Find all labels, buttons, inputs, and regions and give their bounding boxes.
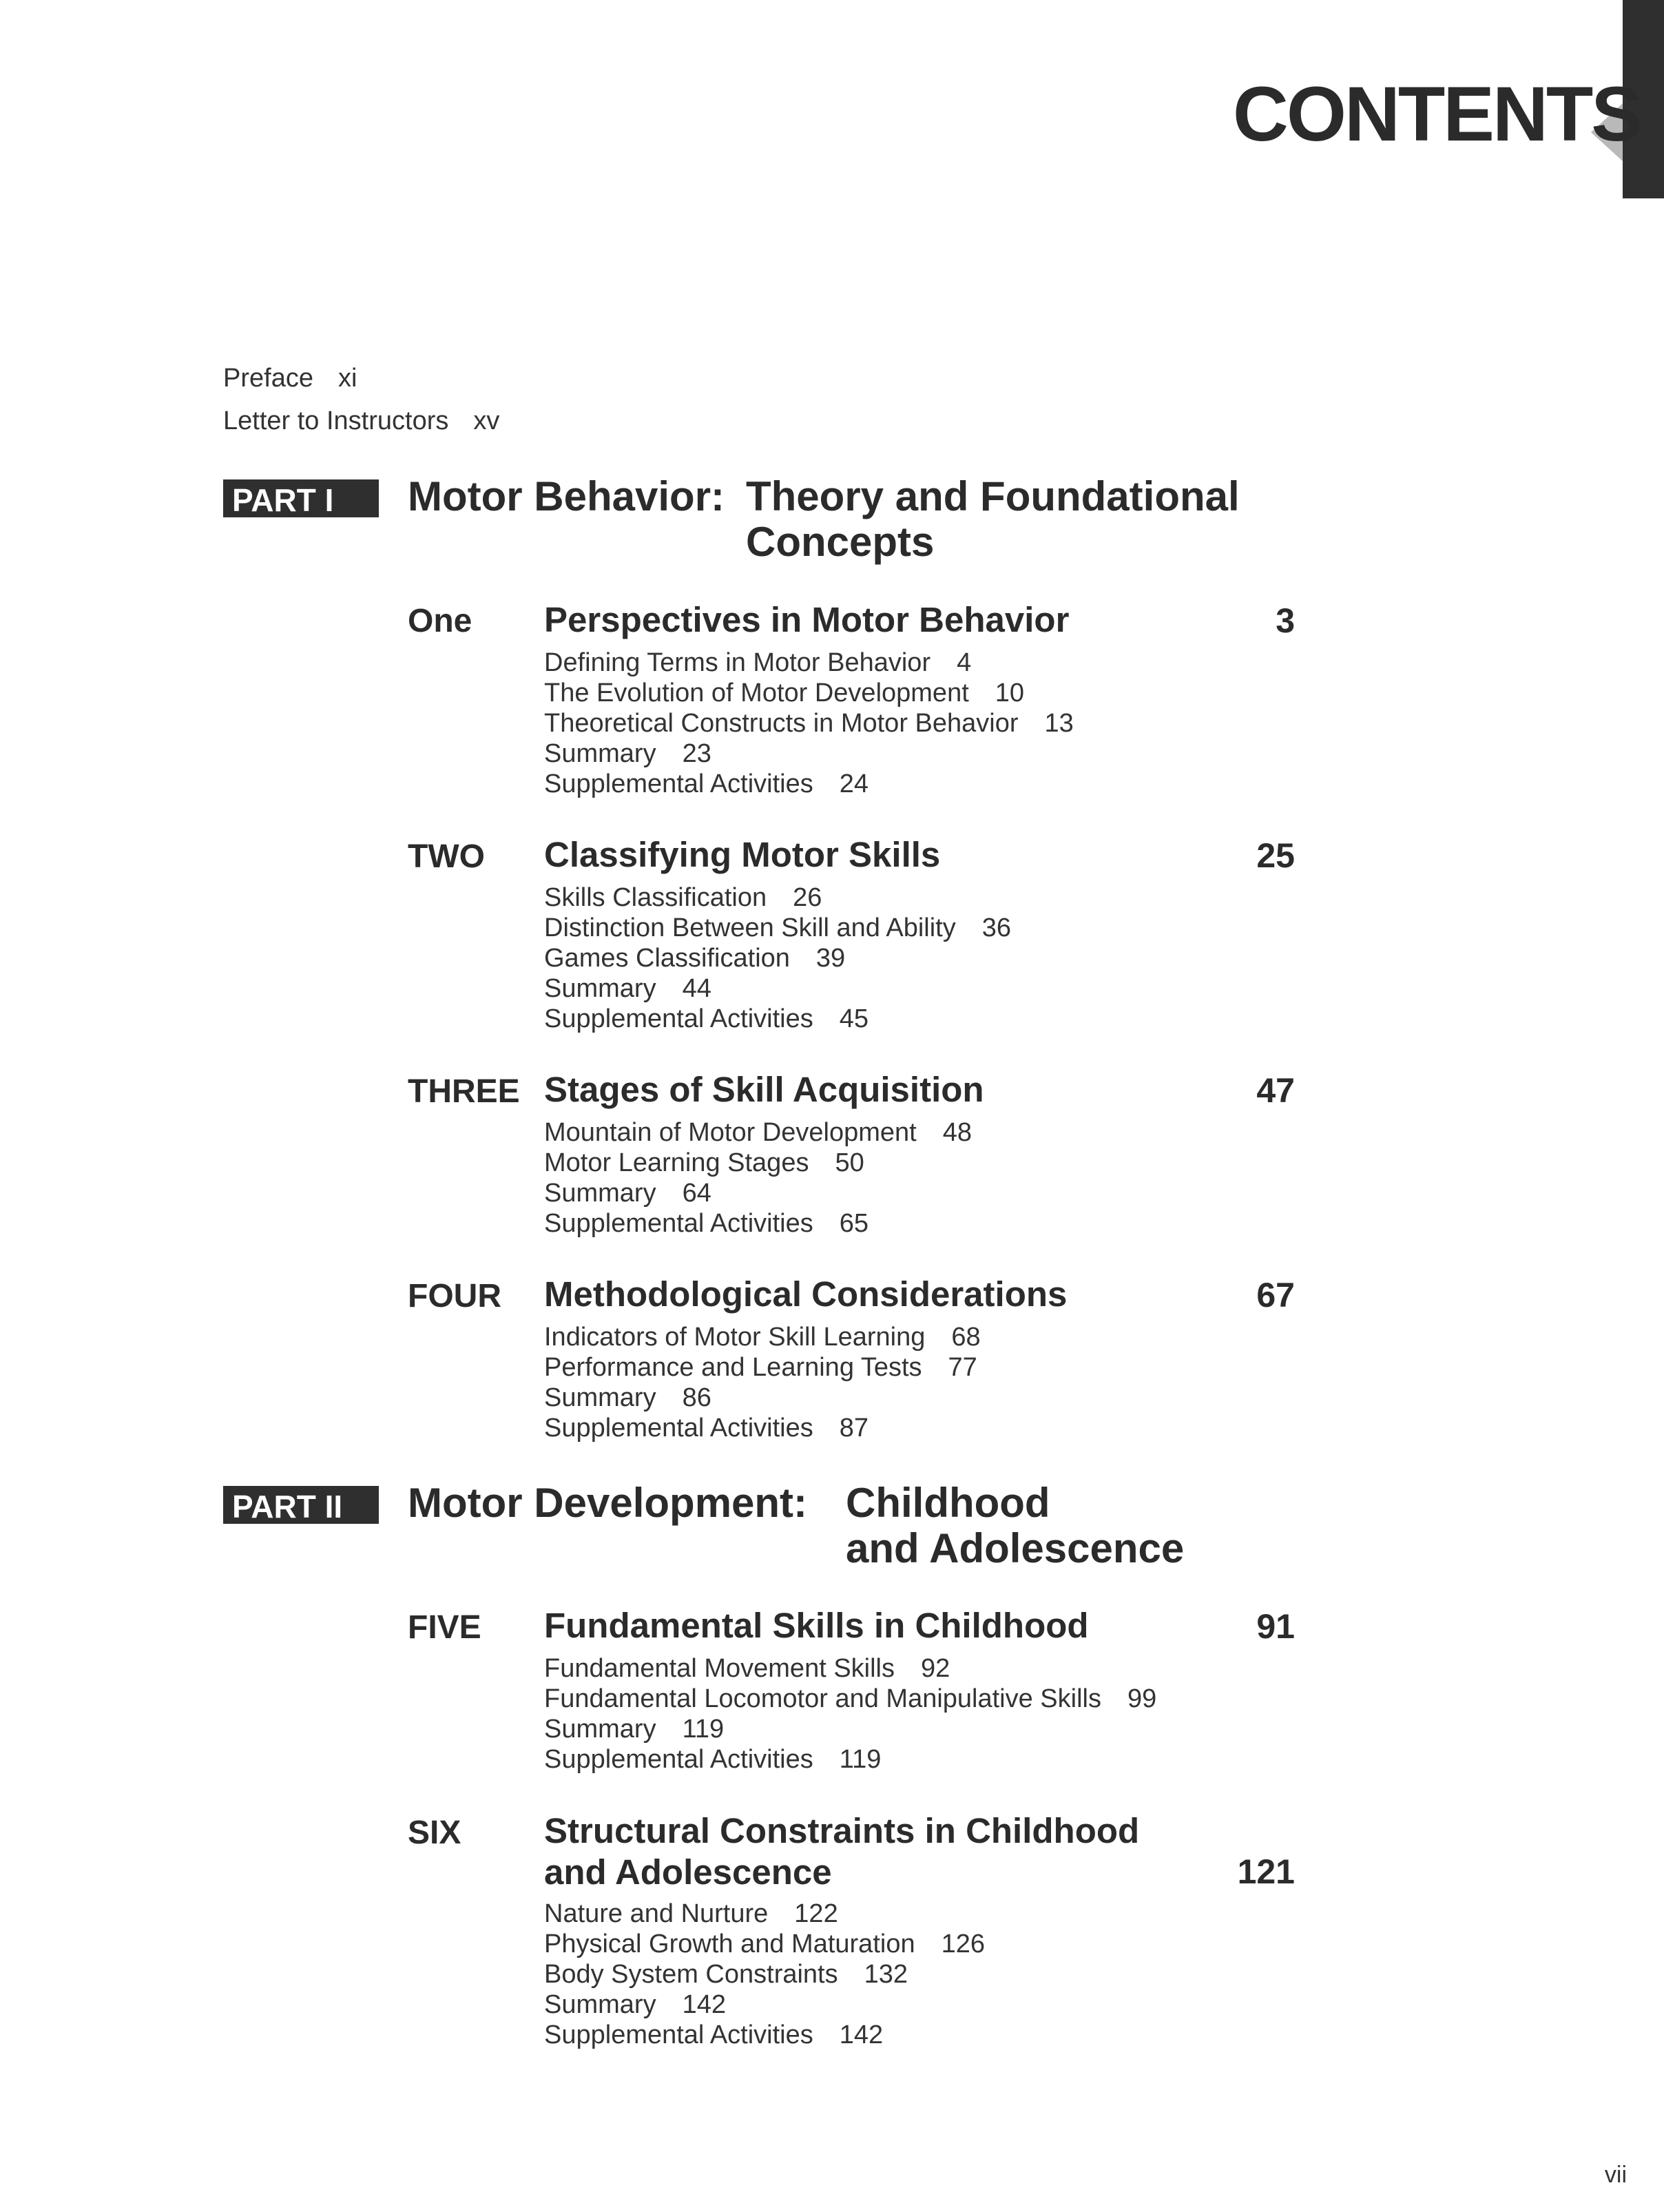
section-title: Supplemental Activities (544, 769, 813, 798)
section-page: 142 (682, 1990, 726, 2019)
chapter-page: 47 (1256, 1071, 1295, 1110)
part-title-subtitle: Theory and Foundational (746, 473, 1240, 519)
part-badge: PART II (223, 1486, 379, 1524)
entry-page: xv (473, 406, 500, 435)
section-title: Summary (544, 739, 656, 768)
part-title-subtitle-cont: and Adolescence (846, 1525, 1185, 1571)
part-title-subtitle: Childhood (846, 1480, 1050, 1526)
section-list (544, 1653, 1156, 1775)
section-page: 92 (921, 1654, 950, 1683)
toc-entry-letter-to-instructors[interactable] (223, 406, 499, 436)
section-page: 87 (839, 1414, 869, 1443)
section-title: Summary (544, 1715, 656, 1744)
page-title: CONTENTS (1233, 71, 1641, 157)
section-page: 122 (794, 1899, 838, 1928)
page-number: vii (1604, 2162, 1627, 2188)
section-title: Summary (544, 974, 656, 1003)
section-page: 24 (839, 769, 869, 798)
section-entry[interactable] (544, 1684, 1156, 1714)
chapter-title[interactable]: Classifying Motor Skills (544, 835, 941, 874)
section-page: 68 (951, 1323, 981, 1352)
section-entry[interactable] (544, 2020, 985, 2050)
section-page: 39 (815, 944, 846, 973)
section-title: Summary (544, 1990, 656, 2019)
section-title: Summary (544, 1383, 656, 1412)
section-entry[interactable] (544, 648, 1074, 678)
section-page: 65 (839, 1209, 869, 1238)
section-entry[interactable] (544, 1178, 972, 1208)
chapter-number: TWO (408, 838, 485, 875)
section-page: 23 (682, 739, 711, 768)
section-entry[interactable] (544, 1352, 981, 1383)
section-entry[interactable] (544, 1004, 1011, 1034)
section-entry[interactable] (544, 769, 1074, 799)
section-entry[interactable] (544, 973, 1011, 1004)
section-page: 119 (682, 1715, 725, 1744)
section-page: 64 (682, 1179, 711, 1208)
section-page: 45 (839, 1004, 869, 1033)
section-title: Supplemental Activities (544, 1209, 813, 1238)
chapter-number: One (408, 603, 472, 639)
section-title: Defining Terms in Motor Behavior (544, 648, 931, 677)
part-badge: PART I (223, 479, 379, 517)
section-entry[interactable] (544, 1322, 981, 1352)
section-title: Physical Growth and Maturation (544, 1930, 915, 1958)
section-entry[interactable] (544, 1148, 972, 1178)
section-title: Games Classification (544, 944, 790, 973)
chapter-page: 3 (1276, 601, 1295, 640)
entry-title: Preface (223, 364, 313, 393)
section-entry[interactable] (544, 1929, 985, 1959)
entry-title: Letter to Instructors (223, 406, 449, 435)
section-title: Nature and Nurture (544, 1899, 769, 1928)
chapter-title[interactable]: Fundamental Skills in Childhood (544, 1606, 1089, 1645)
section-page: 50 (835, 1148, 864, 1177)
section-page: 119 (839, 1745, 882, 1774)
section-entry[interactable] (544, 1714, 1156, 1744)
section-title: Supplemental Activities (544, 1745, 813, 1774)
section-page: 77 (948, 1353, 977, 1382)
section-entry[interactable] (544, 1899, 985, 1929)
section-page: 44 (682, 974, 711, 1003)
section-entry[interactable] (544, 708, 1074, 738)
section-page: 13 (1044, 709, 1074, 738)
section-title: Mountain of Motor Development (544, 1118, 917, 1147)
part-title-subtitle-cont: Concepts (746, 519, 935, 565)
section-entry[interactable] (544, 1989, 985, 2020)
section-entry[interactable] (544, 1413, 981, 1443)
section-title: Theoretical Constructs in Motor Behavior (544, 709, 1019, 738)
section-entry[interactable] (544, 1208, 972, 1239)
chapter-page: 67 (1256, 1276, 1295, 1314)
section-title: Fundamental Movement Skills (544, 1654, 895, 1683)
section-title: Summary (544, 1179, 656, 1208)
chapter-number: FOUR (408, 1278, 501, 1314)
section-title: Supplemental Activities (544, 2020, 813, 2049)
section-page: 99 (1127, 1684, 1157, 1713)
entry-page: xi (337, 364, 357, 393)
chapter-title[interactable]: Perspectives in Motor Behavior (544, 600, 1070, 639)
section-title: The Evolution of Motor Development (544, 679, 969, 707)
section-page: 36 (981, 913, 1012, 942)
section-entry[interactable] (544, 1744, 1156, 1775)
section-list (544, 1322, 981, 1443)
section-entry[interactable] (544, 943, 1011, 973)
section-entry[interactable] (544, 1959, 985, 1989)
section-entry[interactable] (544, 913, 1011, 943)
section-entry[interactable] (544, 882, 1011, 913)
section-list (544, 882, 1011, 1034)
section-page: 48 (942, 1118, 973, 1147)
chapter-page: 25 (1256, 836, 1295, 875)
section-title: Distinction Between Skill and Ability (544, 913, 956, 942)
chapter-number: SIX (408, 1815, 461, 1851)
section-entry[interactable] (544, 1383, 981, 1413)
section-page: 26 (793, 883, 822, 912)
part-title-label: Motor Development: (408, 1480, 808, 1526)
chapter-title[interactable]: Methodological Considerations (544, 1274, 1068, 1314)
section-title: Motor Learning Stages (544, 1148, 809, 1177)
section-title: Indicators of Motor Skill Learning (544, 1323, 926, 1352)
chapter-title[interactable]: Stages of Skill Acquisition (544, 1070, 984, 1109)
section-entry[interactable] (544, 738, 1074, 769)
section-title: Skills Classification (544, 883, 767, 912)
section-page: 10 (995, 679, 1025, 707)
section-page: 86 (682, 1383, 711, 1412)
section-page: 4 (957, 648, 972, 677)
section-title: Fundamental Locomotor and Manipulative Skills (544, 1684, 1101, 1713)
section-entry[interactable] (544, 1117, 972, 1148)
section-title: Supplemental Activities (544, 1414, 813, 1443)
section-page: 126 (941, 1930, 985, 1958)
chapter-page: 91 (1256, 1607, 1295, 1646)
chapter-number: FIVE (408, 1609, 481, 1646)
section-list (544, 648, 1074, 799)
section-title: Performance and Learning Tests (544, 1353, 922, 1382)
section-title: Supplemental Activities (544, 1004, 813, 1033)
chapter-title-cont[interactable]: and Adolescence (544, 1852, 832, 1892)
section-title: Body System Constraints (544, 1960, 838, 1989)
section-page: 132 (864, 1960, 908, 1989)
toc-entry-preface[interactable] (223, 364, 357, 393)
part-title-label: Motor Behavior: (408, 473, 725, 519)
chapter-number: THREE (408, 1073, 520, 1110)
section-entry[interactable] (544, 1653, 1156, 1684)
section-page: 142 (839, 2020, 884, 2049)
section-entry[interactable] (544, 678, 1074, 708)
chapter-title[interactable]: Structural Constraints in Childhood (544, 1811, 1140, 1850)
section-list (544, 1899, 985, 2050)
section-list (544, 1117, 972, 1239)
chapter-page: 121 (1237, 1852, 1295, 1891)
